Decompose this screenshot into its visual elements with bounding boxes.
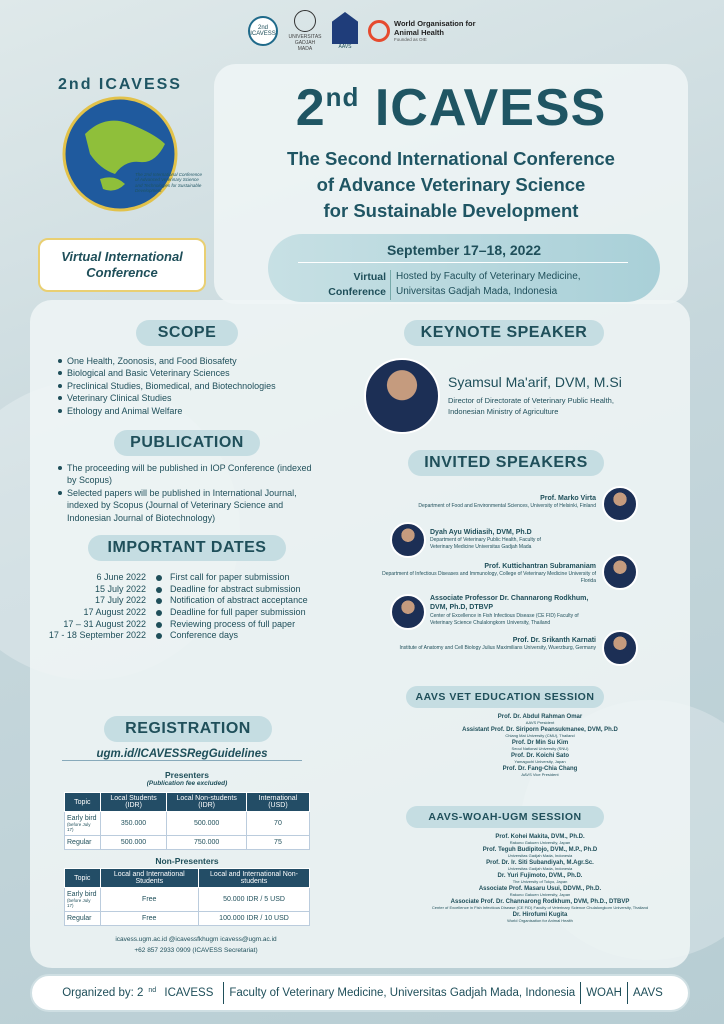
table-cell: 100.000 IDR / 10 USD: [199, 912, 310, 926]
date-row: [44, 584, 314, 596]
organizer-icavess: ICAVESS: [164, 987, 214, 1000]
table-row: [65, 812, 310, 836]
topic-sub: (before July 17): [67, 822, 91, 832]
woah-logo: [368, 20, 476, 42]
page-title: [214, 78, 688, 138]
aavs-logo: [332, 12, 358, 50]
table-header: Local and International Non-students: [199, 869, 310, 888]
organizer-ugm: Faculty of Veterinary Medicine, Universitas Gadjah Mada, Indonesia: [229, 987, 576, 999]
subtitle: [214, 146, 688, 224]
table-row: [65, 836, 310, 850]
aavs-text: AAVS: [338, 44, 352, 50]
speaker-affiliation: Center of Excellence in Fish Infectious Disease (CE FID) Faculty of Veterinary Science Chulalongkorn University, Thailand: [430, 612, 579, 626]
hosted-line: Hosted by Faculty of Veterinary Medicine,: [396, 271, 581, 282]
date-row: [44, 630, 314, 642]
table-header-row: [65, 793, 310, 812]
ugm-logo: [288, 10, 322, 52]
date-value: 17 - 18 September 2022: [48, 630, 146, 641]
list-item: One Health, Zoonosis, and Food Biosafety: [58, 355, 318, 367]
session-speaker-name: Prof. Dr Min Su Kim: [511, 740, 569, 746]
virtual-conference-badge: [38, 238, 206, 292]
registration-link[interactable]: ugm.id/ICAVESSRegGuidelines: [62, 748, 302, 761]
woah-name: World Organisation for Animal Health: [394, 19, 476, 37]
session-speaker-aff: AAVS President: [525, 720, 555, 725]
speaker-avatar: [602, 630, 638, 666]
keynote-name: Syamsul Ma'arif, DVM, M.Si: [448, 374, 622, 390]
date-text: Reviewing process of full paper: [170, 618, 296, 629]
organizer-woah: WOAH: [586, 987, 622, 999]
important-dates-heading: IMPORTANT DATES: [88, 535, 286, 561]
session-speaker-name: Prof. Dr. Ir. Siti Subandiyah, M.Agr.Sc.: [486, 860, 594, 866]
list-item: Ethology and Animal Welfare: [58, 405, 318, 417]
speaker-affiliation: Department of Food and Environmental Sciences, University of Helsinki, Finland: [418, 503, 596, 510]
woah-session-heading: AAVS-WOAH-UGM SESSION: [406, 806, 604, 828]
invited-speaker: [430, 594, 600, 626]
table-cell: [65, 888, 101, 912]
speaker-affiliation: Department of Veterinary Public Health, Faculty of Veterinary Medicine Universitas Gadjah Mada: [430, 537, 541, 551]
date-value: 17 – 31 August 2022: [63, 618, 146, 629]
list-item: Biological and Basic Veterinary Sciences: [58, 367, 318, 379]
table-cell: 350.000: [100, 812, 167, 836]
virtual-line1: Virtual International: [61, 248, 183, 264]
aavs-session-heading: AAVS VET EDUCATION SESSION: [406, 686, 604, 708]
list-item: Veterinary Clinical Studies: [58, 392, 318, 404]
table-cell: 50.000 IDR / 5 USD: [199, 888, 310, 912]
table-cell: Regular: [65, 912, 101, 926]
session-speaker-name: Prof. Dr. Koichi Sato: [510, 753, 569, 759]
organized-by: [52, 987, 223, 1000]
contact-phone[interactable]: +62 857 2933 0909 (ICAVESS Secretariat): [134, 947, 258, 955]
speaker-avatar: [390, 594, 426, 630]
session-speaker-aff: AAVS Vice President: [521, 772, 559, 777]
session-speaker-name: Prof. Dr. Fang-Chia Chang: [502, 766, 578, 772]
speaker-avatar: [602, 554, 638, 590]
table-header: Local and International Students: [100, 869, 199, 888]
partner-logos: [248, 10, 476, 52]
table-cell: 750.000: [167, 836, 246, 850]
date-value: 17 July 2022: [94, 595, 146, 606]
date-value: 17 August 2022: [83, 607, 146, 618]
woah-sub: Founded as OIE: [394, 36, 427, 42]
virtual-conference-label: [318, 270, 386, 300]
hosted-line: Universitas Gadjah Mada, Indonesia: [396, 285, 558, 297]
scope-heading: SCOPE: [136, 320, 238, 346]
session-speaker-aff: Yamaguchi University, Japan: [514, 759, 566, 764]
subtitle-line: for Sustainable Development: [323, 199, 579, 221]
list-item: The proceeding will be published in IOP Conference (indexed by Scopus): [58, 462, 320, 487]
invited-speaker: [376, 562, 596, 585]
table-header: International (USD): [246, 793, 309, 812]
publication-heading: PUBLICATION: [114, 430, 260, 456]
session-speaker-name: Assistant Prof. Dr. Siriporn Peansukmanee, DVM, Ph.D: [462, 727, 618, 733]
desc-line: Director of Directorate of Veterinary Public Health,: [448, 396, 614, 405]
date-row: [44, 572, 314, 584]
session-speaker-aff: World Organisation for Animal Health: [507, 918, 573, 923]
table-cell: Free: [100, 888, 199, 912]
vc-line: Conference: [328, 286, 386, 299]
session-speaker: [400, 766, 680, 777]
woah-mark-icon: [368, 20, 390, 42]
table-cell: 500.000: [100, 836, 167, 850]
table-cell: 75: [246, 836, 309, 850]
session-speaker: [400, 847, 680, 858]
session-speaker: [400, 912, 680, 923]
topic: Early bird: [67, 891, 97, 898]
virtual-line2: Conference: [86, 265, 158, 280]
session-speaker: [400, 899, 680, 910]
session-speaker-aff: Rakuno Gakuen University, Japan: [509, 892, 571, 897]
list-item: Preclinical Studies, Biomedical, and Biotechnologies: [58, 380, 318, 392]
table-cell: 70: [246, 812, 309, 836]
session-speaker: [400, 714, 680, 725]
session-speaker: [400, 834, 680, 845]
date-text: Conference days: [170, 630, 239, 641]
session-speaker-aff: Universitas Gadjah Mada, Indonesia: [507, 866, 573, 871]
keynote-heading: KEYNOTE SPEAKER: [404, 320, 604, 346]
hosted-by: [396, 270, 646, 299]
organized-label: Organized by: 2: [62, 987, 144, 1000]
date-text: Notification of abstract acceptance: [170, 595, 308, 606]
table-row: [65, 888, 310, 912]
session-speaker-aff: The University of Tokyo, Japan: [512, 879, 568, 884]
title-sup: nd: [325, 82, 360, 112]
keynote-desc: [448, 396, 614, 417]
contact-line[interactable]: icavess.ugm.ac.id @icavessfkhugm icavess@ugm.ac.id: [115, 936, 277, 943]
speaker-name: Associate Professor Dr. Channarong Rodkhum, DVM, Ph.D, DTBVP: [430, 595, 589, 612]
table-header: Local Non-students (IDR): [167, 793, 246, 812]
speaker-avatar: [390, 522, 426, 558]
registration-heading: REGISTRATION: [104, 716, 272, 742]
title-main: ICAVESS: [374, 79, 607, 137]
table-cell: Regular: [65, 836, 101, 850]
session-speaker-aff: Rakuno Gakuen University, Japan: [509, 840, 571, 845]
subtitle-line: of Advance Veterinary Science: [316, 173, 586, 195]
table-row: [65, 912, 310, 926]
aavs-session-list: [400, 712, 680, 777]
organizer-aavs: AAVS: [632, 987, 663, 999]
session-speaker-name: Prof. Teguh Budipitojo, DVM., M.P., Ph.D: [482, 847, 598, 853]
invited-speaker: [376, 494, 596, 510]
session-speaker-aff: Seoul National University (SNU): [511, 746, 569, 751]
icavess-small-text: 2nd ICAVESS: [250, 25, 276, 37]
session-speaker: [400, 860, 680, 871]
table-cell: 500.000: [167, 812, 246, 836]
presenters-subtitle: (Publication fee excluded): [146, 780, 228, 787]
date-text: Deadline for abstract submission: [170, 583, 301, 594]
session-speaker-name: Associate Prof. Masaru Usui, DDVM., Ph.D.: [478, 886, 602, 892]
ugm-text: UNIVERSITAS GADJAH MADA: [288, 34, 322, 52]
session-speaker-name: Prof. Dr. Abdul Rahman Omar: [497, 714, 583, 720]
organized-sup: nd: [148, 986, 157, 994]
table-header: Topic: [65, 793, 101, 812]
table-header: Topic: [65, 869, 101, 888]
speaker-avatar: [602, 486, 638, 522]
session-speaker-aff: Universitas Gadjah Mada, Indonesia: [507, 853, 573, 858]
keynote-avatar: [364, 358, 440, 434]
conference-globe-logo: [45, 74, 203, 224]
vc-line: Virtual: [353, 271, 386, 283]
speaker-name: Dyah Ayu Widiasih, DVM, Ph.D: [430, 529, 532, 536]
title-number: 2: [295, 79, 326, 137]
session-speaker: [400, 886, 680, 897]
topic-sub: (before July 17): [67, 898, 91, 908]
invited-heading: INVITED SPEAKERS: [408, 450, 604, 476]
date-row: [44, 607, 314, 619]
woah-session-list: [400, 832, 680, 923]
topic: Early bird: [67, 815, 97, 822]
session-speaker-name: Dr. Yuri Fujimoto, DVM., Ph.D.: [497, 873, 583, 879]
date-text: First call for paper submission: [170, 572, 290, 582]
logo-ring-text: The 2nd International Conference of Advanced Veterinary Science and Technologies for Sustainable Development: [135, 172, 203, 194]
date-row: [44, 595, 314, 607]
desc-line: Indonesian Ministry of Agriculture: [448, 406, 559, 416]
session-speaker: [400, 740, 680, 751]
date-text: Deadline for full paper submission: [170, 607, 306, 618]
speaker-name: Prof. Marko Virta: [540, 495, 596, 502]
vc-separator: [390, 270, 391, 300]
session-speaker: [400, 753, 680, 764]
speaker-name: Prof. Dr. Srikanth Karnati: [512, 637, 596, 644]
important-dates-list: [44, 572, 314, 642]
invited-speaker: [430, 528, 560, 551]
table-header-row: [65, 869, 310, 888]
icavess-small-logo: [248, 16, 278, 46]
speaker-name: Prof. Kuttichantran Subramaniam: [484, 563, 596, 570]
organizers-footer: [30, 974, 690, 1012]
presenters-title: Presenters: [165, 770, 209, 780]
list-item: Selected papers will be published in International Journal, indexed by Scopus (Journal of Veterinary Science and Indonesian Journal of Biotechnology): [58, 487, 320, 524]
subtitle-line: The Second International Conference: [287, 148, 615, 169]
session-speaker-name: Prof. Kohei Makita, DVM., Ph.D.: [495, 834, 585, 840]
session-speaker-aff: Chiang Mai University (CMU), Thailand: [505, 733, 575, 738]
date-value: 15 July 2022: [94, 583, 146, 594]
speaker-affiliation: Department of Infectious Diseases and Immunology, College of Veterinary Medicine University of Florida: [382, 571, 596, 585]
speaker-affiliation: Institute of Anatomy and Cell Biology Julius Maximilians University, Wuerzburg, Germany: [399, 645, 596, 652]
session-speaker-aff: Center of Excellence in Fish Infectious Disease (CE FID) Faculty of Veterinary Science Chulalongkorn University, Thailand: [431, 905, 649, 910]
date-row: [44, 619, 314, 631]
session-speaker-name: Associate Prof. Dr. Channarong Rodkhum, DVM, Ph.D., DTBVP: [450, 899, 630, 905]
table-header: Local Students (IDR): [100, 793, 167, 812]
publication-list: [58, 462, 320, 524]
session-speaker-name: Dr. Hirofumi Kugita: [512, 912, 568, 918]
invited-speaker: [376, 636, 596, 652]
nonpresenters-table: [64, 868, 310, 926]
session-speaker: [400, 873, 680, 884]
nonpresenters-title: Non-Presenters: [155, 856, 219, 866]
date-value: 6 June 2022: [96, 572, 146, 582]
session-speaker: [400, 727, 680, 738]
contact-info: [86, 934, 306, 956]
conference-date: September 17–18, 2022: [386, 242, 542, 258]
presenters-table: [64, 792, 310, 850]
table-cell: Free: [100, 912, 199, 926]
scope-list: [58, 355, 318, 417]
logo-title: 2nd ICAVESS: [58, 76, 182, 93]
table-cell: [65, 812, 101, 836]
date-divider: [298, 262, 628, 263]
